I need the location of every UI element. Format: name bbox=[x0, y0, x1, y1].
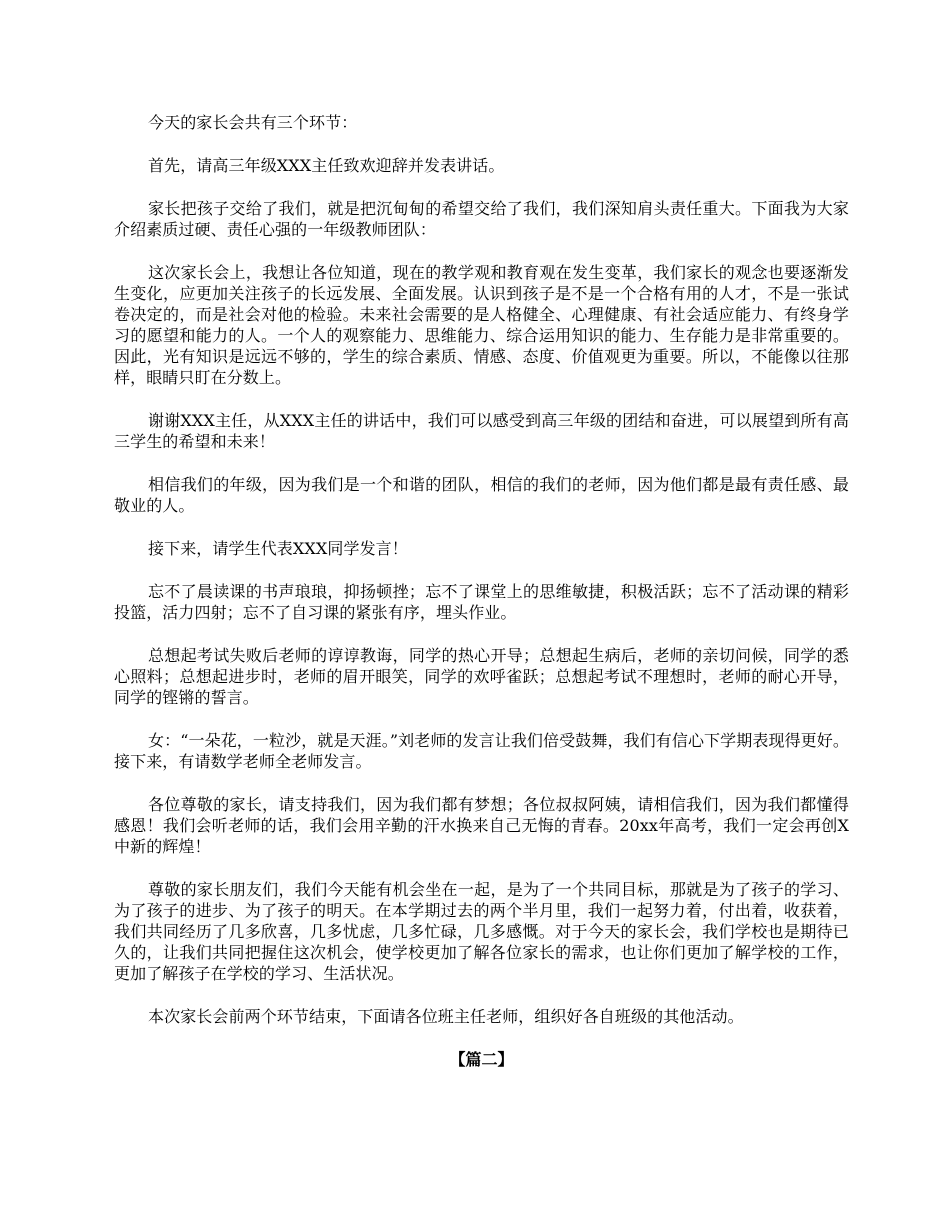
paragraph-education-view: 这次家长会上，我想让各位知道，现在的教学观和教育观在发生变革，我们家长的观念也要逐渐发生变化，应更加关注孩子的长远发展、全面发展。认识到孩子是不是一个合格有用的人才，不是一张试卷决定的，而是社会对他的检验。未来社会需要的是人格健全、心理健康、有社会适应能力、有终身学习的愿望和能力的人。一个人的观察能力、思维能力、综合运用知识的能力、生存能力是非常重要的。因此，光有知识是远远不够的，学生的综合素质、情感、态度、价值观更为重要。所以，不能像以往那样，眼睛只盯在分数上。 bbox=[114, 263, 849, 387]
document-page bbox=[114, 112, 849, 1070]
paragraph-closing: 本次家长会前两个环节结束，下面请各位班主任老师，组织好各自班级的其他活动。 bbox=[148, 1007, 744, 1026]
paragraph-student-speech: 接下来，请学生代表XXX同学发言！ bbox=[148, 539, 408, 558]
paragraph-teacher-team: 家长把孩子交给了我们，就是把沉甸甸的希望交给了我们，我们深知肩头责任重大。下面我为大家介绍素质过硬、责任心强的一年级教师团队： bbox=[114, 199, 849, 239]
paragraph-memories: 总想起考试失败后老师的谆谆教诲，同学的热心开导；总想起生病后，老师的亲切问候，同学的悉心照料；总想起进步时，老师的眉开眼笑，同学的欢呼雀跃；总想起考试不理想时，老师的耐心开导，同学的铿锵的誓言。 bbox=[114, 646, 849, 707]
paragraph-trust-grade: 相信我们的年级，因为我们是一个和谐的团队，相信的我们的老师，因为他们都是最有责任感、最敬业的人。 bbox=[114, 475, 849, 515]
paragraph-first-step: 首先，请高三年级XXX主任致欢迎辞并发表讲话。 bbox=[148, 156, 505, 175]
paragraph-flower-quote: 女：“一朵花，一粒沙，就是天涯。”刘老师的发言让我们倍受鼓舞，我们有信心下学期表现得更好。接下来，有请数学老师全老师发言。 bbox=[114, 731, 849, 771]
paragraph-thanks-director: 谢谢XXX主任，从XXX主任的讲话中，我们可以感受到高三年级的团结和奋进，可以展望到所有高三学生的希望和未来！ bbox=[114, 411, 849, 451]
section-heading: 【篇二】 bbox=[449, 1050, 514, 1069]
paragraph-intro: 今天的家长会共有三个环节： bbox=[148, 113, 358, 132]
paragraph-dear-parents: 各位尊敬的家长，请支持我们，因为我们都有梦想；各位叔叔阿姨，请相信我们，因为我们都懂得感恩！我们会听老师的话，我们会用辛勤的汗水换来自己无悔的青春。20xx年高考，我们一定会再创X中新的辉煌！ bbox=[114, 795, 849, 856]
paragraph-unforgettable: 忘不了晨读课的书声琅琅，抑扬顿挫；忘不了课堂上的思维敏捷，积极活跃；忘不了活动课的精彩投篮，活力四射；忘不了自习课的紧张有序，埋头作业。 bbox=[114, 582, 849, 622]
paragraph-common-goal: 尊敬的家长朋友们，我们今天能有机会坐在一起，是为了一个共同目标，那就是为了孩子的学习、为了孩子的进步、为了孩子的明天。在本学期过去的两个半月里，我们一起努力着，付出着，收获着，我们共同经历了几多欣喜，几多忧虑，几多忙碌，几多感慨。对于今天的家长会，我们学校也是期待已久的，让我们共同把握住这次机会，使学校更加了解各位家长的需求，也让你们更加了解学校的工作，更加了解孩子在学校的学习、生活状况。 bbox=[114, 880, 849, 983]
